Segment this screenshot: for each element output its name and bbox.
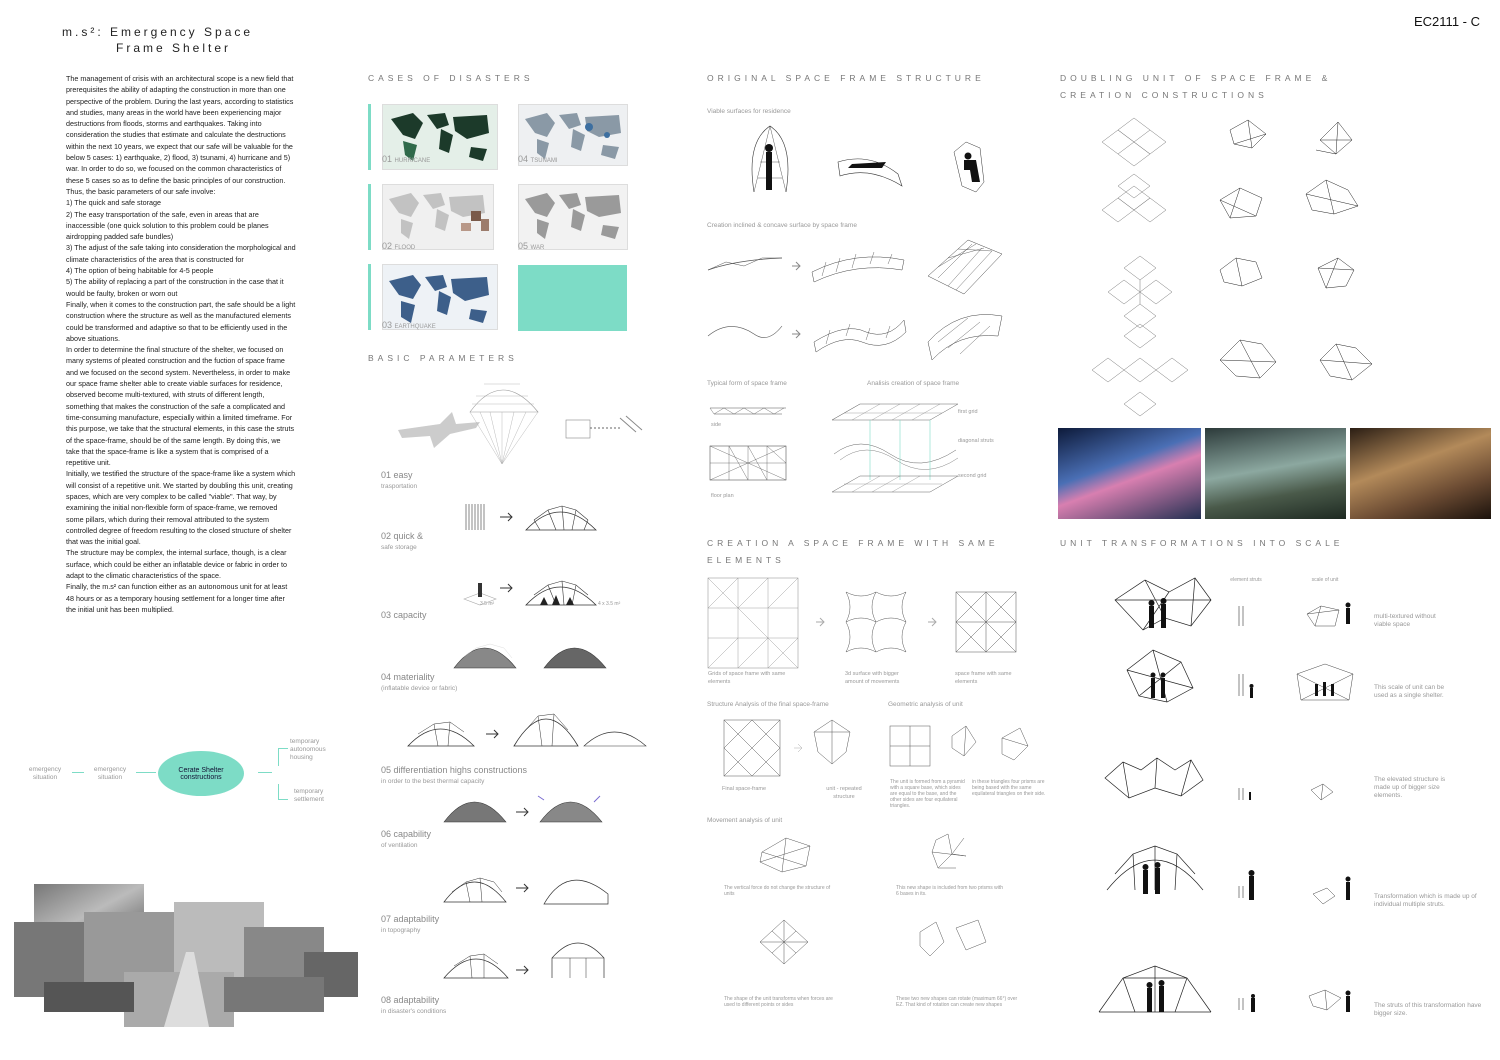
accent-bar — [368, 104, 371, 170]
flow-node-2: emergency situation — [93, 766, 127, 781]
movement-analysis — [756, 832, 996, 982]
parameters-title: BASIC PARAMETERS — [368, 353, 518, 363]
flow-connector — [136, 772, 156, 773]
label-first-grid: first grid — [958, 409, 978, 415]
param-label: capacity — [393, 610, 427, 620]
render-photo-2 — [1205, 428, 1346, 519]
transform-note-3: The elevated structure is made up of bigger size elements. — [1374, 776, 1446, 799]
disaster-num: 04 — [518, 154, 529, 164]
flow-center-oval: Cerate Shelter constructions — [158, 751, 244, 796]
transform-note-2: This scale of unit can be used as a single shelter. — [1374, 684, 1445, 699]
title-line-1: m.s²: Emergency Space — [62, 25, 254, 39]
col-scale-of-unit: scale of unit — [1311, 577, 1339, 583]
disaster-domes — [440, 932, 620, 982]
doubling-title — [1060, 70, 1331, 104]
param-label: adaptability — [393, 995, 440, 1005]
param-sub: in topography — [381, 927, 421, 934]
typical-space-frame — [708, 404, 788, 484]
caption-move-2: This new shape is included from two prisms with 6 bases in its. — [896, 885, 1003, 897]
param-num: 07 — [381, 914, 392, 924]
concave-surface-diagram — [706, 236, 1006, 366]
transform-note-1: multi-textured without viable space — [1374, 613, 1436, 628]
caption-typical: Typical form of space frame — [707, 380, 787, 387]
title-line-2: Frame Shelter — [116, 41, 232, 55]
transform-note-4: Transformation which is made up of individual multiple struts. — [1374, 893, 1477, 908]
project-code: EC2111 - C — [1414, 14, 1480, 29]
caption-grids: Grids of space frame with same elements — [708, 671, 786, 685]
viable-surfaces-diagram — [740, 122, 1000, 202]
disaster-label: WAR — [530, 245, 545, 251]
caption-tri-1: The unit is formed from a pyramid with a square base, which sides are equal to the base, and the other sides are four equilateral triangles. — [890, 779, 965, 809]
disaster-num: 02 — [382, 241, 393, 251]
original-title: ORIGINAL SPACE FRAME STRUCTURE — [707, 73, 985, 83]
caption-3d: 3d surface with bigger amount of movements — [845, 671, 900, 685]
caption-move-1: The vertical force do not change the structure of units — [724, 885, 831, 897]
creation-title-l2: ELEMENTS — [707, 555, 785, 565]
param-sub: in order to the best thermal capacity — [381, 778, 485, 785]
label-side: side — [711, 422, 722, 428]
accent-swatch-fill — [518, 265, 627, 331]
capacity-diagram — [460, 575, 660, 615]
poster-title — [62, 24, 253, 56]
caption-sf: space frame with same elements — [955, 671, 1012, 685]
caption-concave: Creation inclined & concave surface by space frame — [707, 222, 857, 229]
doubling-units-diagram — [1090, 110, 1380, 410]
label-second-grid: second grid — [958, 473, 987, 479]
caption-final: Final space-frame — [722, 786, 767, 792]
disasters-title: CASES OF DISASTERS — [368, 73, 534, 83]
param-label: differentiation highs constructions — [393, 765, 527, 775]
param-sub: (inflatable device or fabric) — [381, 685, 458, 692]
param-sub: safe storage — [381, 544, 417, 551]
flow-bracket — [278, 748, 288, 766]
caption-tri-2: in these triangles four prisms are being based with the same equilateral triangles on their side. — [972, 779, 1046, 797]
flow-connector — [258, 772, 272, 773]
render-photo-3 — [1350, 428, 1491, 519]
collage-graphic — [14, 882, 358, 1027]
disaster-num: 03 — [382, 320, 393, 330]
creation-grids — [706, 576, 1006, 670]
param-label: quick & — [393, 531, 424, 541]
disaster-label: TSUNAMI — [530, 158, 558, 164]
param-label: materiality — [393, 672, 435, 682]
transform-note-5: The struts of this transformation have bigger size. — [1374, 1002, 1482, 1017]
param-label: easy — [393, 470, 413, 480]
param-sub: in disaster's conditions — [381, 1008, 447, 1015]
area-label-1: 3.5 m² — [480, 601, 495, 607]
materiality-domes — [450, 636, 610, 672]
param-sub: trasportation — [381, 483, 418, 490]
area-label-2: 4 x 3.5 m² — [598, 601, 621, 607]
disaster-label: FLOOD — [394, 245, 416, 251]
caption-analysis: Analisis creation of space frame — [867, 380, 960, 387]
storage-diagram — [460, 500, 660, 540]
heights-domes — [404, 706, 654, 750]
param-num: 06 — [381, 829, 392, 839]
col-element-struts: element struts — [1230, 577, 1262, 583]
transform-title: UNIT TRANSFORMATIONS INTO SCALE — [1060, 538, 1344, 548]
param-num: 04 — [381, 672, 392, 682]
caption-movement: Movement analysis of unit — [707, 817, 783, 824]
caption-viable: Viable surfaces for residence — [707, 108, 791, 115]
accent-swatch — [518, 265, 627, 331]
structure-analysis — [720, 716, 1060, 782]
creation-title — [707, 535, 999, 569]
accent-bar — [368, 264, 371, 330]
creation-title-l1: CREATION A SPACE FRAME WITH SAME — [707, 538, 999, 548]
param-label: adaptability — [393, 914, 440, 924]
caption-structure: Structure Analysis of the final space-frame — [707, 701, 829, 708]
accent-bar — [368, 184, 371, 250]
render-photo-1 — [1058, 428, 1201, 519]
param-num: 02 — [381, 531, 392, 541]
label-diagonal: diagonal struts — [958, 438, 994, 444]
caption-geometric: Geometric analysis of unit — [888, 701, 963, 708]
flow-out-2: temporary settlement — [294, 788, 324, 803]
label-floor: floor plan — [711, 493, 734, 499]
transformations-diagram — [1095, 570, 1375, 1020]
doubling-title-l1: DOUBLING UNIT OF SPACE FRAME & — [1060, 73, 1332, 83]
topography-domes — [440, 870, 620, 906]
disaster-label: HURRICANE — [394, 158, 431, 164]
disaster-num: 01 — [382, 154, 393, 164]
param-sub: of ventilation — [381, 842, 418, 849]
doubling-title-l2: CREATION CONSTRUCTIONS — [1060, 90, 1268, 100]
space-frame-layers — [830, 400, 960, 500]
caption-unit: unit - repeated structure — [826, 786, 862, 800]
disaster-num: 05 — [518, 241, 529, 251]
param-num: 05 — [381, 765, 392, 775]
flow-bracket — [278, 784, 288, 800]
intro-text: The management of crisis with an architectural scope is a new field that prerequisites the ability of adapting the construction in more than one perspective of the problem. During the last years, according to statistics and studies, many areas in the world have been experiencing major destructions from floods, storms and earthquakes. Taking into consideration the studies that estimate and calculate the destructions within the next 10 years, we expect that our safe will be valuable for the below 5 cases: 1) earthquake, 2) flood, 3) tsunami, 4) hurricane and 5) war. In order to do so, we focused on the common characteristics of these 5 cases so as to define the basic principles of our construction. Thus, the basic parameters of our safe involve: 1) The quick and safe storage 2) The easy transportation of the safe, even in areas that are inaccessible (one quick solution to this problem could be planes airdropping padded safe bundles) 3) The adjust of the safe taking into consideration the morphological and climate characteristics of the area that is constructed for 4) The option of being habitable for 4-5 people 5) The ability of replacing a part of the construction in the case that it would be faulty, broken or worn out Finally, when it comes to the construction part, the safe should be a light construction where the structure as well as the manufactured elements could be transformed and adaptive so that to be efficiently used in the above situations. In order to determine the final structure of the shelter, we focused on many systems of pleated construction and the fuction of space frame and we focused on the second system. Nevertheless, in order to make our space frame shelter able to create viable surfaces for residence, observed become multi-textured, with struts of different length, something that makes the construction of the safe a complicated and time-consuming manufacture, especially within a limited timeframe. For this purpose, we take that the structural elements, in this case the struts of the space-frame, should be of the same length. By doing this, we take that the space-frame is like a system that is comprised of a repetitive unit. Initially, we testified the structure of the space-frame like a system which will consist of a repetitive unit. We started by doubling this unit, creating spaces, which are very complex to be called "viable". That way, by examining the initial non-flexible form of space-frame, we removed some pillars, which during their removal attributed to the system controlled degree of freedom resulting to the closed structure of shelter that was the initial goal. The structure may be complex, the internal surface, though, is a clear surface, which could be either an inflatable device or fabric in order to adapt to the climatic characteristics of the space. Finally, the m.s² can function either as an autonomous unit for at least 48 hours or as a temporary housing settlement for a longer time after the initial unit has been multiplied. — [66, 74, 296, 614]
param-num: 01 — [381, 470, 392, 480]
disaster-label: EARTHQUAKE — [394, 324, 436, 330]
param-num: 03 — [381, 610, 392, 620]
param-num: 08 — [381, 995, 392, 1005]
transport-illustration — [380, 372, 660, 472]
ventilation-domes — [440, 790, 610, 826]
flow-out-1: temporary autonomous housing — [290, 738, 326, 761]
flow-node-1: emergency situation — [28, 766, 62, 781]
caption-move-4: These two new shapes can rotate (maximum 66°) over EZ. That kind of rotation can create new shapes — [896, 996, 1018, 1008]
disaster-photo-collage — [14, 882, 358, 1027]
flow-connector — [72, 772, 84, 773]
param-label: capability — [393, 829, 432, 839]
caption-move-3: The shape of the unit transforms when forces are used to different points or sides — [724, 996, 833, 1008]
